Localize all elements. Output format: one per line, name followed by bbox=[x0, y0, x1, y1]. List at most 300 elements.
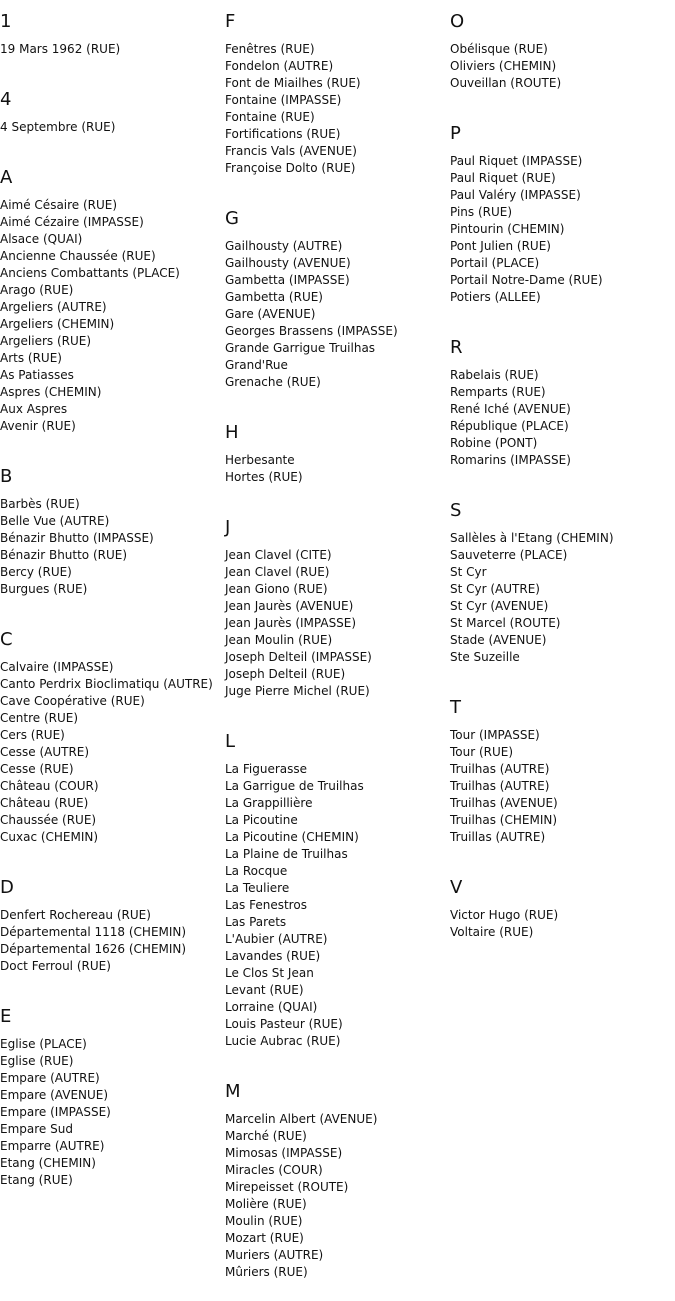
street-list-item bbox=[450, 829, 675, 846]
letter-section bbox=[225, 197, 450, 411]
street-list-item bbox=[225, 374, 450, 391]
street-link[interactable]: Cesse (RUE) bbox=[0, 762, 74, 776]
street-link[interactable]: La Plaine de Truilhas bbox=[225, 847, 348, 861]
street-link[interactable]: Marcelin Albert (AVENUE) bbox=[225, 1112, 378, 1126]
section-letter-heading: P bbox=[450, 123, 461, 144]
street-list-item bbox=[225, 75, 450, 92]
street-link[interactable]: Doct Ferroul (RUE) bbox=[0, 959, 111, 973]
street-list-item bbox=[225, 323, 450, 340]
street-link[interactable]: Robine (PONT) bbox=[450, 436, 538, 450]
street-list-item bbox=[225, 1179, 450, 1196]
street-link[interactable]: Truilhas (AUTRE) bbox=[450, 779, 550, 793]
street-list-item bbox=[0, 727, 225, 744]
section-letter-heading: S bbox=[450, 500, 462, 521]
street-link[interactable]: Jean Moulin (RUE) bbox=[225, 633, 333, 647]
street-link[interactable]: Paul Valéry (IMPASSE) bbox=[450, 188, 581, 202]
street-link[interactable]: Louis Pasteur (RUE) bbox=[225, 1017, 343, 1031]
street-list bbox=[450, 33, 675, 92]
street-link[interactable]: Mûriers (RUE) bbox=[225, 1265, 308, 1279]
street-link[interactable]: Paul Riquet (RUE) bbox=[450, 171, 556, 185]
street-list-item bbox=[0, 778, 225, 795]
street-list-item bbox=[225, 632, 450, 649]
street-link[interactable]: République (PLACE) bbox=[450, 419, 569, 433]
street-link[interactable]: Fondelon (AUTRE) bbox=[225, 59, 334, 73]
street-list-item bbox=[225, 547, 450, 564]
section-letter-heading: V bbox=[450, 877, 463, 898]
street-link[interactable]: Arago (RUE) bbox=[0, 283, 74, 297]
street-link[interactable]: Château (RUE) bbox=[0, 796, 89, 810]
letter-section bbox=[225, 506, 450, 720]
street-list-item bbox=[450, 418, 675, 435]
street-list-item bbox=[0, 564, 225, 581]
street-link[interactable]: Ste Suzeille bbox=[450, 650, 520, 664]
street-list bbox=[450, 359, 675, 469]
street-list-item bbox=[0, 812, 225, 829]
street-list-item bbox=[225, 965, 450, 982]
street-list-item bbox=[450, 778, 675, 795]
street-link[interactable]: Ouveillan (ROUTE) bbox=[450, 76, 562, 90]
street-list-item bbox=[450, 367, 675, 384]
street-link[interactable]: Jean Clavel (RUE) bbox=[225, 565, 330, 579]
street-list-item bbox=[0, 744, 225, 761]
street-list bbox=[0, 1028, 225, 1189]
street-list-item bbox=[225, 160, 450, 177]
street-list-item bbox=[0, 1104, 225, 1121]
section-letter-heading: T bbox=[450, 697, 461, 718]
street-link[interactable]: Molière (RUE) bbox=[225, 1197, 307, 1211]
street-link[interactable]: Juge Pierre Michel (RUE) bbox=[225, 684, 370, 698]
street-link[interactable]: Truilhas (AVENUE) bbox=[450, 796, 558, 810]
street-list-item bbox=[450, 204, 675, 221]
street-list-item bbox=[450, 547, 675, 564]
street-list-item bbox=[225, 948, 450, 965]
letter-section bbox=[0, 156, 225, 455]
street-link[interactable]: Voltaire (RUE) bbox=[450, 925, 534, 939]
street-link[interactable]: Bénazir Bhutto (IMPASSE) bbox=[0, 531, 154, 545]
street-list-item bbox=[0, 659, 225, 676]
street-link[interactable]: Gambetta (IMPASSE) bbox=[225, 273, 350, 287]
section-spacer bbox=[450, 846, 675, 866]
street-list-item bbox=[0, 197, 225, 214]
street-link[interactable]: Etang (CHEMIN) bbox=[0, 1156, 96, 1170]
street-list-item bbox=[225, 615, 450, 632]
street-link[interactable]: Cave Coopérative (RUE) bbox=[0, 694, 145, 708]
section-spacer bbox=[450, 469, 675, 489]
street-list-item bbox=[0, 496, 225, 513]
street-list-item bbox=[0, 941, 225, 958]
street-link[interactable]: Portail (PLACE) bbox=[450, 256, 540, 270]
street-list-item bbox=[225, 931, 450, 948]
street-list-item bbox=[450, 238, 675, 255]
section-spacer bbox=[225, 391, 450, 411]
street-list bbox=[225, 753, 450, 1050]
street-link[interactable]: La Rocque bbox=[225, 864, 288, 878]
street-list-item bbox=[450, 581, 675, 598]
street-list-item bbox=[0, 1087, 225, 1104]
street-list-item bbox=[450, 272, 675, 289]
street-list-item bbox=[225, 812, 450, 829]
street-list-item bbox=[450, 435, 675, 452]
street-list-item bbox=[225, 1213, 450, 1230]
street-list-item bbox=[450, 615, 675, 632]
letter-section bbox=[450, 0, 675, 112]
street-link[interactable]: Empare (AUTRE) bbox=[0, 1071, 100, 1085]
street-list-item bbox=[450, 727, 675, 744]
street-link[interactable]: Empare (AVENUE) bbox=[0, 1088, 109, 1102]
section-spacer bbox=[450, 92, 675, 112]
street-list-item bbox=[0, 958, 225, 975]
street-link[interactable]: Denfert Rochereau (RUE) bbox=[0, 908, 151, 922]
street-link[interactable]: Sauveterre (PLACE) bbox=[450, 548, 568, 562]
section-spacer bbox=[450, 941, 675, 961]
street-link[interactable]: La Grappillière bbox=[225, 796, 313, 810]
street-link[interactable]: Départemental 1626 (CHEMIN) bbox=[0, 942, 187, 956]
street-link[interactable]: Truilhas (AUTRE) bbox=[450, 762, 550, 776]
street-link[interactable]: Canto Perdrix Bioclimatiqu (AUTRE) bbox=[0, 677, 213, 691]
section-letter-heading: M bbox=[225, 1081, 241, 1102]
street-link[interactable]: Aspres (CHEMIN) bbox=[0, 385, 102, 399]
street-list-item bbox=[0, 350, 225, 367]
street-link[interactable]: Francis Vals (AVENUE) bbox=[225, 144, 357, 158]
street-list-item bbox=[0, 418, 225, 435]
street-link[interactable]: Ancienne Chaussée (RUE) bbox=[0, 249, 156, 263]
street-link[interactable]: Jean Jaurès (IMPASSE) bbox=[225, 616, 357, 630]
street-link[interactable]: Grenache (RUE) bbox=[225, 375, 321, 389]
street-link[interactable]: Gailhousty (AUTRE) bbox=[225, 239, 343, 253]
street-link[interactable]: Fontaine (IMPASSE) bbox=[225, 93, 342, 107]
street-link[interactable]: Jean Clavel (CITE) bbox=[225, 548, 332, 562]
section-spacer bbox=[225, 1281, 450, 1301]
street-list-item bbox=[450, 170, 675, 187]
street-list-item bbox=[225, 897, 450, 914]
street-link[interactable]: Joseph Delteil (RUE) bbox=[225, 667, 346, 681]
street-link[interactable]: Bénazir Bhutto (RUE) bbox=[0, 548, 128, 562]
street-link[interactable]: Calvaire (IMPASSE) bbox=[0, 660, 114, 674]
street-link[interactable]: Gailhousty (AVENUE) bbox=[225, 256, 351, 270]
street-link[interactable]: Château (COUR) bbox=[0, 779, 99, 793]
street-list-item bbox=[450, 401, 675, 418]
street-link[interactable]: Mozart (RUE) bbox=[225, 1231, 304, 1245]
street-link[interactable]: Mirepeisset (ROUTE) bbox=[225, 1180, 349, 1194]
street-list-item bbox=[450, 75, 675, 92]
street-list-item bbox=[225, 1111, 450, 1128]
street-list-item bbox=[450, 153, 675, 170]
street-list-item bbox=[450, 58, 675, 75]
street-link[interactable]: Pintourin (CHEMIN) bbox=[450, 222, 565, 236]
section-letter-heading: A bbox=[0, 167, 13, 188]
street-link[interactable]: Aux Aspres bbox=[0, 402, 68, 416]
street-link[interactable]: Tour (IMPASSE) bbox=[450, 728, 540, 742]
street-link[interactable]: Eglise (RUE) bbox=[0, 1054, 74, 1068]
street-link[interactable]: Pont Julien (RUE) bbox=[450, 239, 551, 253]
street-list bbox=[225, 230, 450, 391]
street-list bbox=[225, 1103, 450, 1281]
street-list-item bbox=[450, 384, 675, 401]
street-list-item bbox=[225, 340, 450, 357]
street-link[interactable]: Tour (RUE) bbox=[450, 745, 514, 759]
section-letter-heading: 1 bbox=[0, 11, 12, 32]
street-link[interactable]: Cuxac (CHEMIN) bbox=[0, 830, 99, 844]
street-list-item bbox=[225, 306, 450, 323]
section-letter-heading: G bbox=[225, 208, 239, 229]
street-list-item bbox=[450, 812, 675, 829]
street-list-item bbox=[225, 357, 450, 374]
letter-section bbox=[0, 455, 225, 618]
street-list-item bbox=[0, 547, 225, 564]
street-link[interactable]: Empare Sud bbox=[0, 1122, 73, 1136]
street-list-item bbox=[225, 761, 450, 778]
letter-section bbox=[450, 866, 675, 961]
street-list-item bbox=[0, 316, 225, 333]
street-link[interactable]: Alsace (QUAI) bbox=[0, 232, 83, 246]
street-link[interactable]: 4 Septembre (RUE) bbox=[0, 120, 116, 134]
street-link[interactable]: Eglise (PLACE) bbox=[0, 1037, 87, 1051]
street-link[interactable]: Hortes (RUE) bbox=[225, 470, 303, 484]
street-list-item bbox=[225, 41, 450, 58]
street-list-item bbox=[225, 1247, 450, 1264]
section-spacer bbox=[225, 177, 450, 197]
letter-section bbox=[225, 720, 450, 1070]
street-list-item bbox=[225, 863, 450, 880]
street-link[interactable]: Pins (RUE) bbox=[450, 205, 513, 219]
street-list-item bbox=[225, 143, 450, 160]
street-link[interactable]: Herbesante bbox=[225, 453, 295, 467]
street-link[interactable]: Emparre (AUTRE) bbox=[0, 1139, 105, 1153]
street-link[interactable]: Grand'Rue bbox=[225, 358, 288, 372]
street-link[interactable]: Etang (RUE) bbox=[0, 1173, 73, 1187]
street-link[interactable]: Empare (IMPASSE) bbox=[0, 1105, 111, 1119]
street-link[interactable]: Aimé Césaire (RUE) bbox=[0, 198, 118, 212]
letter-section bbox=[0, 0, 225, 78]
street-list-item bbox=[225, 92, 450, 109]
street-list-item bbox=[225, 666, 450, 683]
street-link[interactable]: Centre (RUE) bbox=[0, 711, 79, 725]
street-list-item bbox=[0, 231, 225, 248]
street-link[interactable]: Argeliers (CHEMIN) bbox=[0, 317, 115, 331]
street-link[interactable]: La Garrigue de Truilhas bbox=[225, 779, 364, 793]
letter-section bbox=[450, 326, 675, 489]
street-link[interactable]: St Cyr (AUTRE) bbox=[450, 582, 540, 596]
street-link[interactable]: Marché (RUE) bbox=[225, 1129, 307, 1143]
street-link[interactable]: Burgues (RUE) bbox=[0, 582, 88, 596]
street-link[interactable]: Anciens Combattants (PLACE) bbox=[0, 266, 180, 280]
street-list-item bbox=[225, 272, 450, 289]
street-link[interactable]: Levant (RUE) bbox=[225, 983, 304, 997]
street-list-item bbox=[450, 255, 675, 272]
street-list-item bbox=[450, 632, 675, 649]
street-list-item bbox=[225, 1230, 450, 1247]
street-link[interactable]: Georges Brassens (IMPASSE) bbox=[225, 324, 398, 338]
street-list-item bbox=[0, 513, 225, 530]
street-list-item bbox=[225, 829, 450, 846]
street-link[interactable]: Belle Vue (AUTRE) bbox=[0, 514, 110, 528]
street-list-item bbox=[0, 384, 225, 401]
street-link[interactable]: Arts (RUE) bbox=[0, 351, 62, 365]
street-list-item bbox=[225, 109, 450, 126]
street-link[interactable]: Font de Miailhes (RUE) bbox=[225, 76, 361, 90]
street-link[interactable]: Victor Hugo (RUE) bbox=[450, 908, 559, 922]
section-spacer bbox=[450, 666, 675, 686]
street-link[interactable]: Départemental 1118 (CHEMIN) bbox=[0, 925, 187, 939]
street-list-item bbox=[0, 795, 225, 812]
street-list bbox=[0, 33, 225, 58]
letter-section bbox=[225, 1070, 450, 1301]
street-list-item bbox=[225, 1162, 450, 1179]
street-link[interactable]: Aimé Cézaire (IMPASSE) bbox=[0, 215, 144, 229]
street-list-item bbox=[0, 248, 225, 265]
street-list-item bbox=[225, 1128, 450, 1145]
letter-section bbox=[225, 0, 450, 197]
street-list-item bbox=[225, 581, 450, 598]
street-list-item bbox=[225, 1016, 450, 1033]
street-link[interactable]: Portail Notre-Dame (RUE) bbox=[450, 273, 603, 287]
street-link[interactable]: Fenêtres (RUE) bbox=[225, 42, 315, 56]
street-list bbox=[0, 899, 225, 975]
street-link[interactable]: Chaussée (RUE) bbox=[0, 813, 97, 827]
street-list-item bbox=[450, 795, 675, 812]
street-list-item bbox=[225, 982, 450, 999]
street-link[interactable]: Gambetta (RUE) bbox=[225, 290, 323, 304]
street-link[interactable]: Las Fenestros bbox=[225, 898, 307, 912]
street-link[interactable]: Truilhas (CHEMIN) bbox=[450, 813, 558, 827]
street-link[interactable]: L'Aubier (AUTRE) bbox=[225, 932, 328, 946]
street-list bbox=[225, 444, 450, 486]
street-list-item bbox=[225, 1145, 450, 1162]
index-column-3 bbox=[450, 0, 675, 961]
street-link[interactable]: Miracles (COUR) bbox=[225, 1163, 323, 1177]
street-link[interactable]: As Patiasses bbox=[0, 368, 74, 382]
street-link[interactable]: Rabelais (RUE) bbox=[450, 368, 539, 382]
street-list-item bbox=[225, 1264, 450, 1281]
section-letter-heading: J bbox=[225, 517, 231, 538]
street-link[interactable]: St Marcel (ROUTE) bbox=[450, 616, 561, 630]
street-list-item bbox=[225, 598, 450, 615]
index-column-2 bbox=[225, 0, 450, 1301]
street-link[interactable]: Las Parets bbox=[225, 915, 287, 929]
street-link[interactable]: Jean Giono (RUE) bbox=[225, 582, 328, 596]
street-link[interactable]: Sallèles à l'Etang (CHEMIN) bbox=[450, 531, 614, 545]
street-link[interactable]: Cers (RUE) bbox=[0, 728, 65, 742]
street-list bbox=[0, 651, 225, 846]
street-link[interactable]: Truillas (AUTRE) bbox=[450, 830, 546, 844]
street-list-item bbox=[450, 598, 675, 615]
street-list-item bbox=[225, 1196, 450, 1213]
street-link[interactable]: Lavandes (RUE) bbox=[225, 949, 321, 963]
street-link[interactable]: Oliviers (CHEMIN) bbox=[450, 59, 557, 73]
street-list bbox=[450, 145, 675, 306]
street-list-item bbox=[0, 333, 225, 350]
letter-section bbox=[0, 866, 225, 995]
street-list-item bbox=[0, 41, 225, 58]
street-link[interactable]: Grande Garrigue Truilhas bbox=[225, 341, 376, 355]
street-list-item bbox=[450, 530, 675, 547]
street-link[interactable]: Fontaine (RUE) bbox=[225, 110, 315, 124]
street-link[interactable]: Bercy (RUE) bbox=[0, 565, 72, 579]
letter-section bbox=[450, 686, 675, 866]
section-letter-heading: R bbox=[450, 337, 463, 358]
section-letter-heading: 4 bbox=[0, 89, 12, 110]
street-link[interactable]: La Picoutine (CHEMIN) bbox=[225, 830, 359, 844]
street-list-item bbox=[450, 452, 675, 469]
street-link[interactable]: 19 Mars 1962 (RUE) bbox=[0, 42, 121, 56]
street-link[interactable]: Le Clos St Jean bbox=[225, 966, 314, 980]
street-list-item bbox=[0, 401, 225, 418]
street-link[interactable]: René Iché (AVENUE) bbox=[450, 402, 571, 416]
street-link[interactable]: La Teuliere bbox=[225, 881, 290, 895]
street-link[interactable]: Mimosas (IMPASSE) bbox=[225, 1146, 343, 1160]
street-list-item bbox=[225, 564, 450, 581]
street-list-item bbox=[0, 282, 225, 299]
street-link[interactable]: St Cyr bbox=[450, 565, 487, 579]
street-link[interactable]: Jean Jaurès (AVENUE) bbox=[225, 599, 354, 613]
street-link[interactable]: La Picoutine bbox=[225, 813, 298, 827]
street-link[interactable]: Remparts (RUE) bbox=[450, 385, 546, 399]
street-link[interactable]: Fortifications (RUE) bbox=[225, 127, 341, 141]
letter-section bbox=[0, 995, 225, 1209]
street-list-item bbox=[225, 255, 450, 272]
street-link[interactable]: Joseph Delteil (IMPASSE) bbox=[225, 650, 372, 664]
street-list bbox=[0, 189, 225, 435]
street-list-item bbox=[450, 649, 675, 666]
street-list-item bbox=[450, 564, 675, 581]
section-spacer bbox=[225, 486, 450, 506]
section-letter-heading: B bbox=[0, 466, 13, 487]
street-list-item bbox=[0, 829, 225, 846]
street-link[interactable]: Stade (AVENUE) bbox=[450, 633, 547, 647]
street-list-item bbox=[450, 221, 675, 238]
street-link[interactable]: Cesse (AUTRE) bbox=[0, 745, 90, 759]
street-list-item bbox=[225, 914, 450, 931]
street-list-item bbox=[450, 907, 675, 924]
street-link[interactable]: Romarins (IMPASSE) bbox=[450, 453, 571, 467]
street-link[interactable]: Lucie Aubrac (RUE) bbox=[225, 1034, 341, 1048]
street-list-item bbox=[0, 1053, 225, 1070]
street-list-item bbox=[225, 999, 450, 1016]
street-list bbox=[225, 539, 450, 700]
street-link[interactable]: Muriers (AUTRE) bbox=[225, 1248, 324, 1262]
street-list-item bbox=[0, 299, 225, 316]
street-list-item bbox=[225, 683, 450, 700]
street-link[interactable]: Avenir (RUE) bbox=[0, 419, 76, 433]
street-list-item bbox=[450, 289, 675, 306]
street-link[interactable]: Obélisque (RUE) bbox=[450, 42, 548, 56]
street-list bbox=[450, 899, 675, 941]
street-link[interactable]: St Cyr (AVENUE) bbox=[450, 599, 549, 613]
street-link[interactable]: Françoise Dolto (RUE) bbox=[225, 161, 356, 175]
section-letter-heading: L bbox=[225, 731, 236, 752]
street-link[interactable]: Gare (AVENUE) bbox=[225, 307, 316, 321]
street-link[interactable]: Potiers (ALLEE) bbox=[450, 290, 541, 304]
section-spacer bbox=[0, 975, 225, 995]
street-link[interactable]: Argeliers (RUE) bbox=[0, 334, 92, 348]
street-link[interactable]: Lorraine (QUAI) bbox=[225, 1000, 318, 1014]
street-list-item bbox=[225, 289, 450, 306]
street-list bbox=[450, 719, 675, 846]
street-list-item bbox=[0, 693, 225, 710]
section-letter-heading: O bbox=[450, 11, 465, 32]
street-link[interactable]: Moulin (RUE) bbox=[225, 1214, 303, 1228]
street-link[interactable]: La Figuerasse bbox=[225, 762, 307, 776]
section-letter-heading: H bbox=[225, 422, 239, 443]
street-list-item bbox=[450, 187, 675, 204]
street-link[interactable]: Argeliers (AUTRE) bbox=[0, 300, 107, 314]
street-link[interactable]: Barbès (RUE) bbox=[0, 497, 80, 511]
street-link[interactable]: Paul Riquet (IMPASSE) bbox=[450, 154, 583, 168]
street-list-item bbox=[0, 1155, 225, 1172]
street-list bbox=[450, 522, 675, 666]
street-list bbox=[225, 33, 450, 177]
section-letter-heading: F bbox=[225, 11, 236, 32]
